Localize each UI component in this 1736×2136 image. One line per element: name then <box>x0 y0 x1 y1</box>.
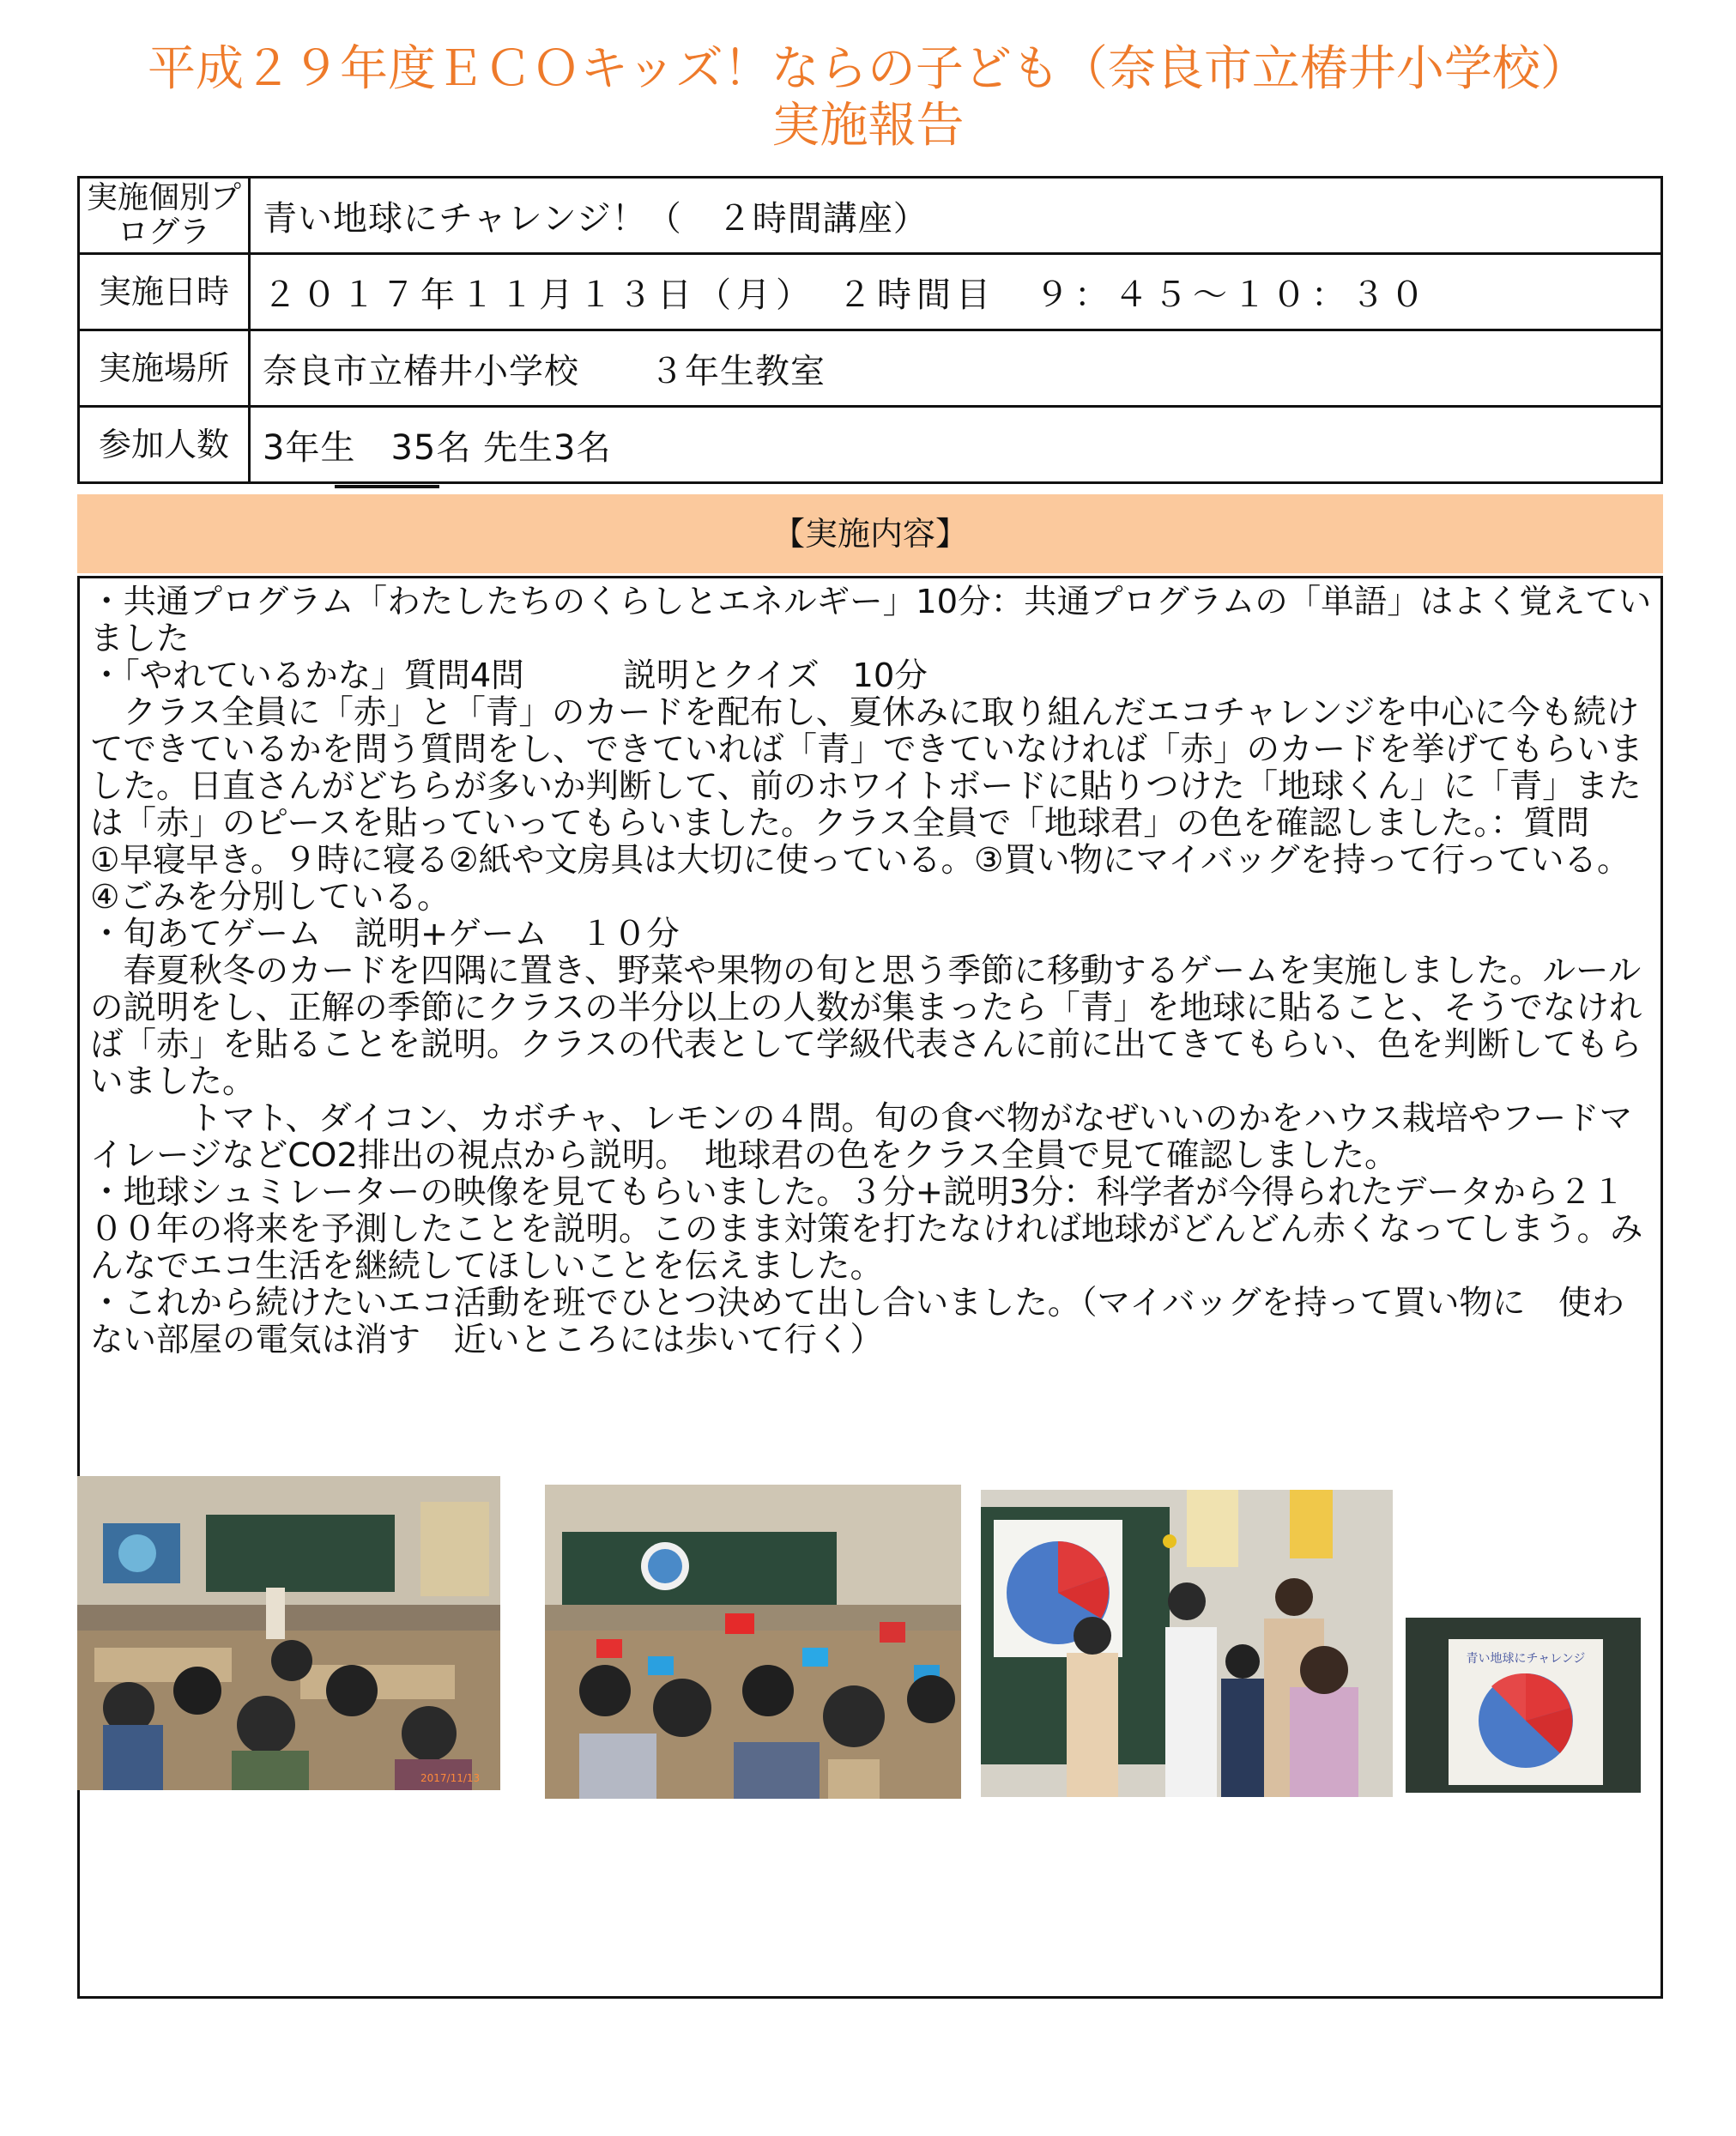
content-paragraph: ・旬あてゲーム 説明+ゲーム １０分 <box>90 915 680 953</box>
info-row-place <box>79 330 1662 407</box>
classroom-photo-2 <box>545 1485 961 1799</box>
earth-poster-photo <box>1406 1618 1641 1793</box>
info-row-program <box>79 178 1662 254</box>
classroom-photo-3 <box>981 1490 1393 1797</box>
date-value: ２０１７年１１月１３日（月） ２時間目 ９：４５～１０：３０ <box>250 254 1662 330</box>
content-paragraph: 春夏秋冬のカードを四隅に置き、野菜や果物の旬と思う季節に移動するゲームを実施しました。ルールの説明をし、正解の季節にクラスの半分以上の人数が集まったら「青」を地球に貼ること、そうでなければ「赤」を貼ることを説明。クラスの代表として学級代表さんに前に出てきてもらい、色を判断してもらいました。 <box>90 952 1642 1101</box>
content-paragraph: ・共通プログラム「わたしたちのくらしとエネルギー」10分：共通プログラムの「単語」はよく覚えていました <box>90 584 1652 658</box>
place-value: 奈良市立椿井小学校 ３年生教室 <box>250 330 1662 407</box>
content-paragraph: ・地球シュミレーターの映像を見てもらいました。３分+説明3分：科学者が今得られたデータから２１００年の将来を予測したことを説明。このまま対策を打たなければ地球がどんどん赤くなってしまう。みんなでエコ生活を継続してほしいことを伝えました。 <box>90 1173 1643 1286</box>
photo-date-stamp: 2017/11/13 <box>420 1772 481 1784</box>
report-title: 平成２９年度ＥＣＯキッズ！ならの子ども（奈良市立椿井小学校） <box>148 41 1588 97</box>
participants-label: 参加人数 <box>79 407 250 483</box>
info-row-date <box>79 254 1662 330</box>
content-paragraph: クラス全員に「赤」と「青」のカードを配布し、夏休みに取り組んだエコチャレンジを中心に今も続けてできているかを問う質問をし、できていれば「青」できていなければ「赤」のカードを挙げてもらいました。日直さんがどちらが多いか判断して、前のホワイトボードに貼りつけた「地球くん」に「青」または「赤」のピースを貼っていってもらいました。クラス全員で「地球君」の色を確認しました。：質問 ①早寝早き。９時に寝る②紙や文房具は大切に使っている。③買い物にマイバッグを持って行っている。④ごみを分別している。 <box>90 693 1643 917</box>
place-label: 実施場所 <box>79 330 250 407</box>
content-paragraph: トマト、ダイコン、カボチャ、レモンの４問。旬の食べ物がなぜいいのかをハウス栽培やフードマイレージなどCO2排出の視点から説明。 地球君の色をクラス全員で見て確認しました。 <box>90 1099 1633 1175</box>
participants-value: 3年生 35名 先生3名 <box>250 407 1662 483</box>
content-text <box>90 584 1652 1469</box>
program-value: 青い地球にチャレンジ！（ ２時間講座） <box>250 178 1662 254</box>
classroom-photo-1 <box>77 1476 500 1790</box>
info-row-participants <box>79 407 1662 483</box>
content-paragraph: ・「やれているかな」質問4問 説明とクイズ 10分 <box>90 657 928 695</box>
content-paragraph: ・これから続けたいエコ活動を班でひとつ決めて出し合いました。（マイバッグを持って買い物に 使わない部屋の電気は消す 近いところには歩いて行く） <box>90 1284 1624 1359</box>
date-label: 実施日時 <box>79 254 250 330</box>
report-subtitle: 実施報告 <box>771 98 965 154</box>
program-label: 実施個別プログラ <box>79 178 250 254</box>
poster-caption: 青い地球にチャレンジ <box>1466 1652 1586 1666</box>
section-heading: 【実施内容】 <box>77 494 1663 573</box>
info-table <box>77 176 1663 484</box>
underline-mark <box>335 485 439 488</box>
